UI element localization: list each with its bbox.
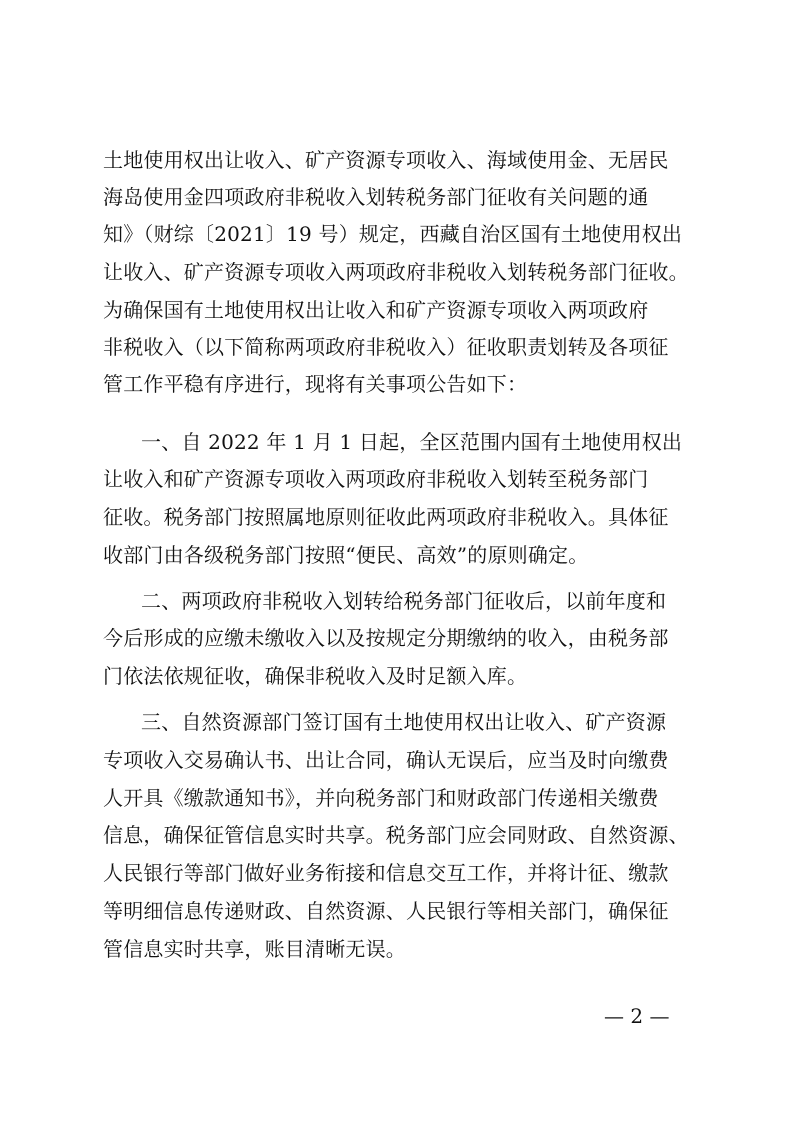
text-line: 管工作平稳有序进行，现将有关事项公告如下： <box>103 372 528 396</box>
text-line: 为确保国有土地使用权出让收入和矿产资源专项收入两项政府 <box>103 298 649 322</box>
text-line: 等明细信息传递财政、自然资源、人民银行等相关部门，确保征 <box>103 899 669 923</box>
text-line: 征收。税务部门按照属地原则征收此两项政府非税收入。具体征 <box>103 505 669 529</box>
text-line: 收部门由各级税务部门按照“便民、高效”的原则确定。 <box>103 543 589 567</box>
text-line: 管信息实时共享，账目清晰无误。 <box>103 937 406 961</box>
text-line: 知》（财综〔2021〕19 号）规定，西藏自治区国有土地使用权出 <box>103 222 683 246</box>
paragraph-3-first-line: 三、自然资源部门签订国有土地使用权出让收入、矿产资源 <box>141 710 667 734</box>
text-line: 门依法依规征收，确保非税收入及时足额入库。 <box>103 664 528 688</box>
text-line: 人民银行等部门做好业务衔接和信息交互工作，并将计征、缴款 <box>103 861 669 885</box>
text-line: 专项收入交易确认书、出让合同，确认无误后，应当及时向缴费 <box>103 748 669 772</box>
paragraph-1-first-line: 一、自 2022 年 1 月 1 日起，全区范围内国有土地使用权出 <box>141 430 683 454</box>
text-line: 土地使用权出让收入、矿产资源专项收入、海域使用金、无居民 <box>103 148 669 172</box>
text-line: 今后形成的应缴未缴收入以及按规定分期缴纳的收入，由税务部 <box>103 626 669 650</box>
text-line: 海岛使用金四项政府非税收入划转税务部门征收有关问题的通 <box>103 185 649 209</box>
page-number: — 2 — <box>604 1004 670 1028</box>
text-line: 非税收入（以下简称两项政府非税收入）征收职责划转及各项征 <box>103 335 669 359</box>
text-line: 人开具《缴款通知书》，并向税务部门和财政部门传递相关缴费 <box>103 786 659 810</box>
paragraph-2-first-line: 二、两项政府非税收入划转给税务部门征收后，以前年度和 <box>141 589 667 613</box>
text-line: 让收入、矿产资源专项收入两项政府非税收入划转税务部门征收。 <box>103 260 689 284</box>
text-line: 信息，确保征管信息实时共享。税务部门应会同财政、自然资源、 <box>103 823 689 847</box>
text-line: 让收入和矿产资源专项收入两项政府非税收入划转至税务部门 <box>103 467 649 491</box>
